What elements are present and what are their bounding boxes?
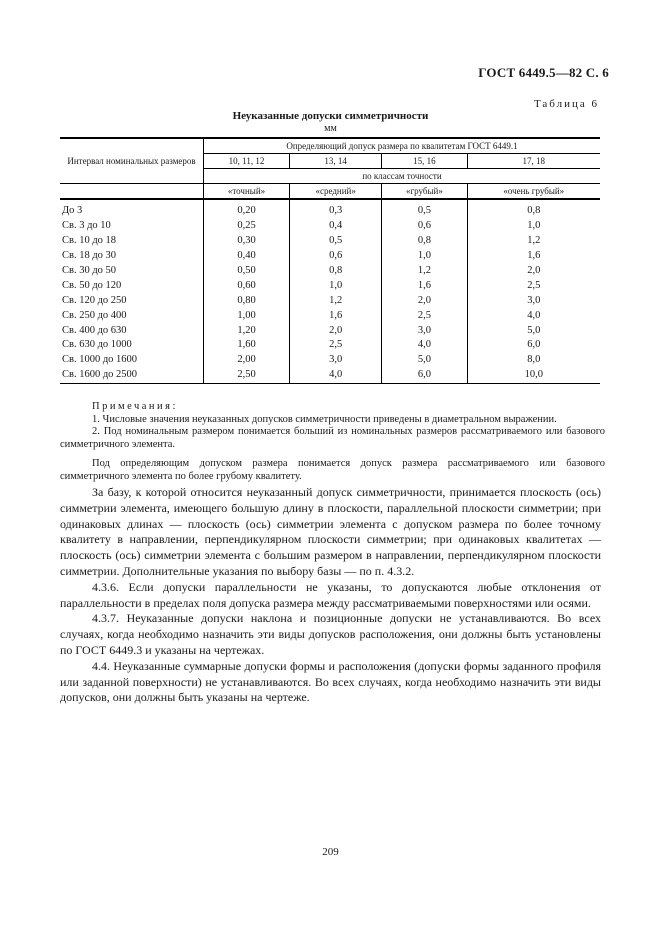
table-unit: мм	[324, 123, 337, 134]
group-header: Определяющий допуск размера по квалитетам ГОСТ 6449.1	[204, 138, 601, 154]
class-header: по классам точности	[204, 169, 601, 184]
tolerance-value-cell: 5,0	[467, 323, 600, 338]
tolerance-value-cell: 0,8	[382, 234, 467, 249]
tolerance-value-cell: 0,60	[204, 278, 290, 293]
table-row	[60, 199, 600, 219]
tolerance-value-cell: 0,50	[204, 264, 290, 279]
tolerance-value-cell: 2,00	[204, 353, 290, 368]
class-name: «очень грубый»	[467, 184, 600, 200]
notes-heading: Примечания:	[92, 401, 178, 412]
qualitet-header: 17, 18	[467, 154, 600, 169]
interval-header: Интервал номинальных размеров	[60, 138, 204, 184]
qualitet-header: 10, 11, 12	[204, 154, 290, 169]
class-name: «грубый»	[382, 184, 467, 200]
notes-block	[60, 401, 605, 483]
qualitet-header: 13, 14	[290, 154, 382, 169]
tolerance-value-cell: 0,5	[382, 199, 467, 219]
paragraph-base: За базу, к которой относится неуказанный допуск симметричности, принимается плоскость (ось) симметрии элемента, имеющего большую длину в плоскости, параллельной плоскости симметрии; при одинаковых длинах — плоскость (ось) симметрии элемента с допуском размера по более точному квалитету в направлении, перпендикулярном плоскости симметрии; при одинаковых квалитетах — плоскость (ось) симметрии элемента с большим размером в направлении, перпендикулярном плоскости симметрии. Дополнительные указания по выбору базы — по п. 4.3.2.	[60, 485, 601, 578]
tolerance-value-cell: 4,0	[382, 338, 467, 353]
tolerance-value-cell: 0,8	[467, 199, 600, 219]
tolerance-value-cell: 2,0	[290, 323, 382, 338]
interval-cell: Св. 250 до 400	[62, 309, 127, 321]
tolerance-value-cell: 1,6	[382, 278, 467, 293]
table-body	[60, 199, 600, 383]
tolerance-value-cell: 1,2	[290, 293, 382, 308]
interval-cell: Св. 10 до 18	[62, 235, 117, 247]
table-row	[60, 293, 600, 308]
interval-cell: Св. 3 до 10	[62, 220, 111, 232]
tolerance-value-cell: 1,2	[382, 264, 467, 279]
tolerance-value-cell: 2,50	[204, 368, 290, 383]
note-item: 2. Под номинальным размером понимается больший из номинальных размеров рассматриваемого или базового симметричного элемента.	[60, 426, 605, 450]
tolerance-value-cell: 0,30	[204, 234, 290, 249]
interval-cell: До 3	[62, 205, 83, 217]
tolerance-value-cell: 1,0	[290, 278, 382, 293]
interval-cell: Св. 400 до 630	[62, 324, 127, 336]
tolerance-value-cell: 1,6	[467, 249, 600, 264]
table-row	[60, 278, 600, 293]
tolerance-value-cell: 1,6	[290, 308, 382, 323]
tolerance-value-cell: 0,3	[290, 199, 382, 219]
class-name: «точный»	[204, 184, 290, 200]
tolerance-value-cell: 0,8	[290, 264, 382, 279]
paragraph-4-4: 4.4. Неуказанные суммарные допуски формы и расположения (допуски формы заданного профиля или заданной поверхности) не устанавливаются. Во всех случаях, когда необходимо назначить эти виды допусков, они должны быть указаны на чертеже.	[60, 658, 601, 705]
note-extra: Под определяющим допуском размера понимается допуск размера рассматриваемого или базового симметричного элемента по более грубому квалитету.	[60, 458, 605, 482]
interval-cell: Св. 30 до 50	[62, 265, 117, 276]
tolerance-value-cell: 0,80	[204, 293, 290, 308]
tolerance-value-cell: 6,0	[467, 338, 600, 353]
tolerance-value-cell: 10,0	[467, 368, 600, 383]
tolerance-value-cell: 4,0	[290, 368, 382, 383]
tolerance-value-cell: 0,5	[290, 234, 382, 249]
interval-cell: Св. 630 до 1000	[62, 339, 132, 351]
page-number: 209	[322, 846, 339, 858]
tolerance-value-cell: 2,0	[467, 264, 600, 279]
tolerance-value-cell: 3,0	[382, 323, 467, 338]
tolerance-value-cell: 2,0	[382, 293, 467, 308]
tolerance-value-cell: 3,0	[467, 293, 600, 308]
interval-cell: Св. 120 до 250	[62, 294, 127, 306]
tolerance-value-cell: 8,0	[467, 353, 600, 368]
table-row	[60, 338, 600, 353]
note-item: 1. Числовые значения неуказанных допусков симметричности приведены в диаметральном выражении.	[92, 413, 557, 425]
tolerance-value-cell: 2,5	[467, 278, 600, 293]
tolerance-value-cell: 4,0	[467, 308, 600, 323]
table-row	[60, 353, 600, 368]
table-row	[60, 219, 600, 234]
paragraph-4-3-6: 4.3.6. Если допуски параллельности не указаны, то допускаются любые отклонения от параллельности в пределах поля допуска размера между рассматриваемыми поверхностями или осями.	[60, 579, 601, 610]
tolerance-value-cell: 0,6	[290, 249, 382, 264]
tolerance-value-cell: 1,0	[467, 219, 600, 234]
body-text	[60, 485, 601, 706]
tolerance-value-cell: 0,20	[204, 199, 290, 219]
interval-cell: Св. 18 до 30	[62, 250, 117, 262]
interval-header-spacer	[60, 184, 204, 200]
tolerance-value-cell: 2,5	[290, 338, 382, 353]
tolerance-value-cell: 2,5	[382, 308, 467, 323]
interval-cell: Св. 1000 до 1600	[62, 354, 138, 366]
table-row	[60, 323, 600, 338]
interval-cell: Св. 50 до 120	[62, 279, 122, 291]
paragraph-4-3-7: 4.3.7. Неуказанные допуски наклона и позиционные допуски не устанавливаются. Во всех случаях, когда необходимо назначить эти виды допусков расположения, они должны быть установлены по ГОСТ 6449.3 и указаны на чертежах.	[60, 611, 601, 657]
tolerance-value-cell: 1,0	[382, 249, 467, 264]
tolerance-value-cell: 1,20	[204, 323, 290, 338]
class-name: «средний»	[290, 184, 382, 200]
tolerance-value-cell: 3,0	[290, 353, 382, 368]
tolerance-value-cell: 0,6	[382, 219, 467, 234]
tolerance-value-cell: 0,4	[290, 219, 382, 234]
tolerance-value-cell: 1,00	[204, 308, 290, 323]
document-header: ГОСТ 6449.5—82 С. 6	[478, 65, 609, 80]
table-title: Неуказанные допуски симметричности	[232, 110, 429, 122]
qualitet-header: 15, 16	[382, 154, 467, 169]
table-row	[60, 368, 600, 383]
table-label: Таблица 6	[533, 98, 599, 110]
tolerance-value-cell: 0,25	[204, 219, 290, 234]
tolerance-value-cell: 6,0	[382, 368, 467, 383]
table-row	[60, 264, 600, 279]
interval-cell: Св. 1600 до 2500	[60, 368, 204, 383]
table-row	[60, 234, 600, 249]
table-row	[60, 249, 600, 264]
tolerance-table	[60, 137, 600, 384]
tolerance-value-cell: 1,2	[467, 234, 600, 249]
table-row	[60, 308, 600, 323]
tolerance-value-cell: 0,40	[204, 249, 290, 264]
tolerance-value-cell: 5,0	[382, 353, 467, 368]
tolerance-value-cell: 1,60	[204, 338, 290, 353]
